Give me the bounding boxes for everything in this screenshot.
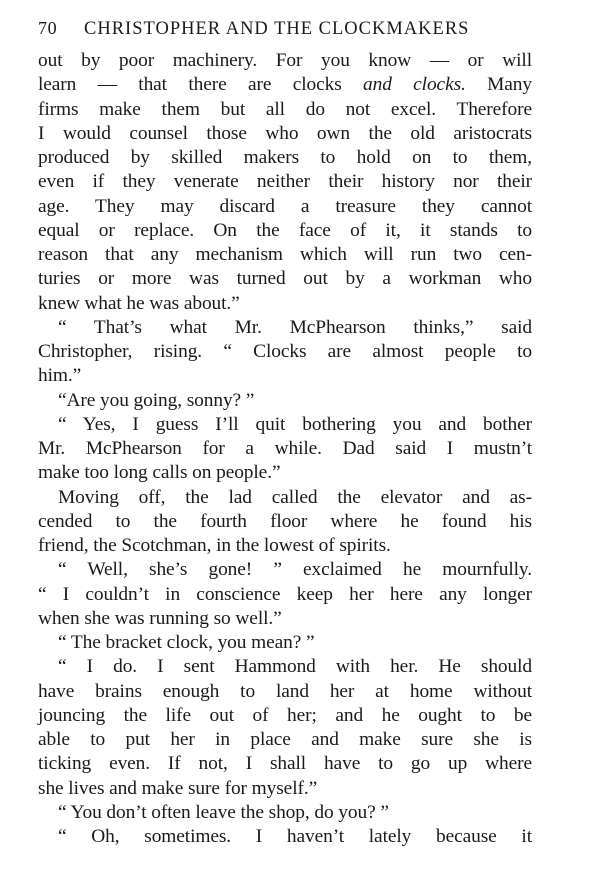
page-number: 70 [38, 18, 58, 38]
text-line: knew what he was about.” [38, 292, 240, 314]
text-line: have brains enough to land her at home without [38, 680, 532, 702]
italic-text: and clocks. [363, 74, 466, 96]
text-line: make too long calls on people.” [38, 462, 281, 484]
text-line: Moving off, the lad called the elevator and as- [58, 486, 532, 508]
text-line: age. They may discard a treasure they cannot [38, 195, 532, 217]
text-segment: learn — that there are clocks [38, 74, 364, 96]
text-line: Mr. McPhearson for a while. Dad said I mustn’t [38, 438, 532, 459]
text-line: turies or more was turned out by a workman who [38, 268, 532, 290]
text-line: “ You don’t often leave the shop, do you? ” [58, 801, 389, 823]
text-line: reason that any mechanism which will run two cen- [38, 244, 532, 265]
text-line: Christopher, rising. “ Clocks are almost people to [38, 341, 532, 362]
text-line: firms make them but all do not excel. Therefore [38, 98, 532, 120]
text-line: friend, the Scotchman, in the lowest of spirits. [38, 535, 391, 556]
text-line [38, 73, 532, 97]
text-line: out by poor machinery. For you know — or will [38, 50, 532, 71]
text-line: when she was running so well.” [38, 607, 282, 629]
text-line: “ Yes, I guess I’ll quit bothering you and bother [58, 413, 532, 435]
text-line: able to put her in place and make sure she is [38, 729, 532, 750]
text-line: ticking even. If not, I shall have to go up where [38, 753, 532, 775]
text-line: “ The bracket clock, you mean? ” [58, 632, 315, 653]
book-page [38, 18, 532, 849]
text-line: equal or replace. On the face of it, it stands to [38, 219, 532, 241]
text-line: him.” [38, 365, 82, 387]
text-line: jouncing the life out of her; and he ought to be [38, 704, 532, 726]
text-line: produced by skilled makers to hold on to them, [38, 147, 532, 168]
text-line: “ That’s what Mr. McPhearson thinks,” said [58, 316, 532, 338]
text-line: even if they venerate neither their history nor their [38, 171, 532, 193]
text-line: I would counsel those who own the old aristocrats [38, 122, 532, 144]
text-line: “ Oh, sometimes. I haven’t lately because it [58, 826, 532, 847]
running-head-title: CHRISTOPHER AND THE CLOCKMAKERS [84, 19, 470, 39]
text-line: “Are you going, sonny? ” [58, 389, 255, 411]
body-text [38, 49, 532, 849]
text-line: “ Well, she’s gone! ” exclaimed he mournfully. [58, 559, 532, 581]
text-line: “ I couldn’t in conscience keep her here any longer [38, 583, 532, 605]
text-line: “ I do. I sent Hammond with her. He should [58, 656, 532, 678]
running-head [38, 18, 532, 48]
text-line: cended to the fourth floor where he found his [38, 510, 532, 532]
text-line: she lives and make sure for myself.” [38, 777, 318, 799]
text-segment: Many [465, 74, 532, 96]
